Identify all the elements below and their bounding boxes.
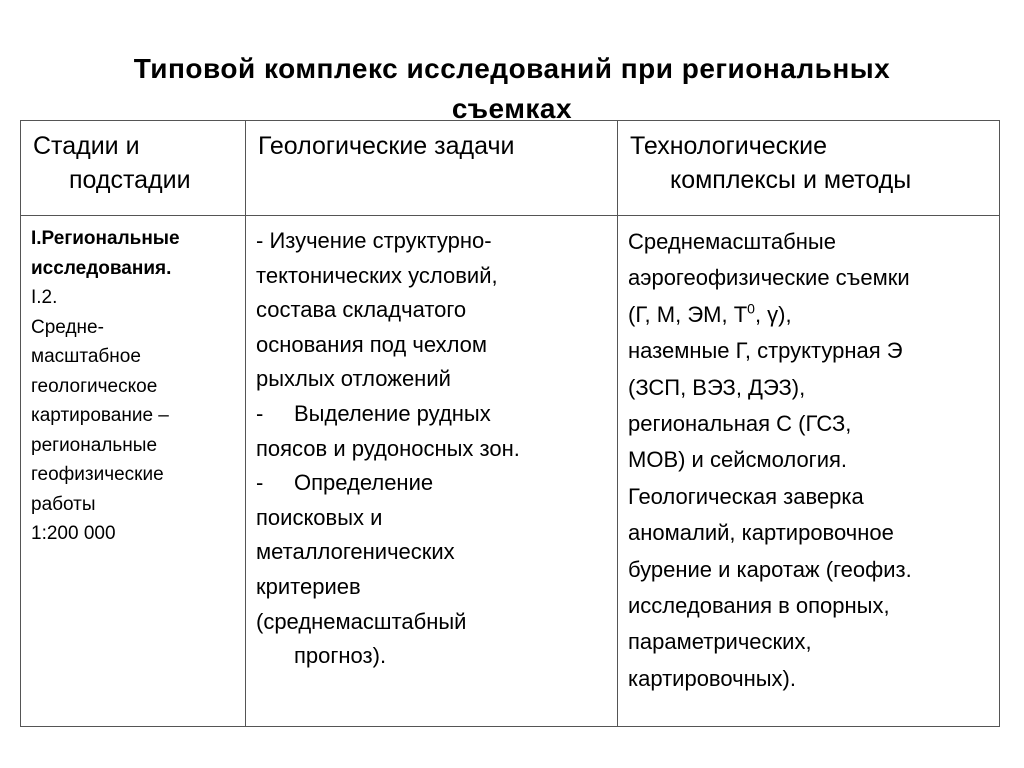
task-line: поисковых и bbox=[256, 504, 383, 530]
task-line: металлогенических bbox=[256, 539, 455, 565]
header-methods-line-2: комплексы и методы bbox=[670, 166, 912, 194]
task-line: состава складчатого bbox=[256, 297, 467, 323]
header-geological-tasks bbox=[246, 121, 618, 216]
task-item-2-line-2: поясов и рудоносных зон. bbox=[256, 435, 520, 461]
header-tasks-line-1: Геологические задачи bbox=[258, 132, 515, 160]
task-item-2-dash: - bbox=[256, 400, 264, 426]
method-line: МОВ) и сейсмология. bbox=[628, 447, 848, 473]
method-line: картировочных). bbox=[628, 665, 796, 691]
header-stages-line-1: Стадии и bbox=[33, 132, 140, 160]
task-line: (среднемасштабный bbox=[256, 608, 467, 634]
method-line: Среднемасштабные bbox=[628, 229, 836, 254]
method-line: бурение и каротаж (геофиз. bbox=[628, 556, 912, 582]
stage-cell bbox=[21, 216, 246, 727]
method-line: аэрогеофизические съемки bbox=[628, 265, 910, 291]
stage-line: геофизические bbox=[31, 464, 164, 485]
task-item-2-line-1: Выделение рудных bbox=[294, 400, 491, 426]
stage-line: картирование – bbox=[31, 405, 169, 426]
page-title-line-2: съемках bbox=[451, 92, 573, 124]
methods-cell bbox=[618, 216, 1000, 727]
task-item-3-last: прогноз). bbox=[294, 643, 387, 669]
task-item-3-line-1: Определение bbox=[294, 470, 434, 496]
task-line: рыхлых отложений bbox=[256, 366, 451, 392]
stage-line: геологическое bbox=[31, 375, 158, 397]
page-title-line-1: Типовой комплекс исследований при региональных bbox=[133, 52, 891, 84]
table-header-row bbox=[21, 121, 1000, 216]
method-line-3-pre: (Г, М, ЭМ, Т bbox=[628, 301, 748, 327]
stage-line: Средне- bbox=[31, 316, 104, 338]
header-stages-line-2: подстадии bbox=[69, 166, 191, 194]
task-item-2 bbox=[256, 397, 609, 432]
stage-line: масштабное bbox=[31, 346, 141, 367]
method-line: Геологическая заверка bbox=[628, 483, 864, 509]
method-line: (ЗСП, ВЭЗ, ДЭЗ), bbox=[628, 374, 806, 400]
task-item-3-dash: - bbox=[256, 470, 264, 496]
method-line: региональная С (ГСЗ, bbox=[628, 411, 852, 437]
tasks-cell bbox=[246, 216, 618, 727]
stage-line: региональные bbox=[31, 434, 158, 456]
method-line: исследования в опорных, bbox=[628, 593, 890, 619]
stage-title-line-2: исследования. bbox=[31, 257, 172, 279]
method-line-3-superscript: 0 bbox=[747, 300, 755, 317]
method-line-with-superscript bbox=[628, 297, 995, 333]
method-line: параметрических, bbox=[628, 629, 812, 655]
task-line: - Изучение структурно- bbox=[256, 228, 492, 253]
task-line: основания под чехлом bbox=[256, 331, 488, 357]
task-line: тектонических условий, bbox=[256, 262, 498, 288]
research-complex-table bbox=[20, 120, 1000, 727]
page-title bbox=[20, 49, 1004, 129]
header-methods-line-1: Технологические bbox=[630, 132, 827, 160]
task-line: критериев bbox=[256, 573, 361, 599]
stage-line: I.2. bbox=[31, 287, 58, 308]
stage-title-line-1: I.Региональные bbox=[31, 228, 180, 249]
stage-scale: 1:200 000 bbox=[31, 523, 116, 544]
method-line: наземные Г, структурная Э bbox=[628, 338, 903, 364]
task-item-3 bbox=[256, 466, 609, 501]
header-stages bbox=[21, 121, 246, 216]
table-row bbox=[21, 216, 1000, 727]
method-line-3-post: , γ), bbox=[754, 301, 792, 327]
header-technological-complexes bbox=[618, 121, 1000, 216]
method-line: аномалий, картировочное bbox=[628, 520, 894, 546]
stage-line: работы bbox=[31, 493, 96, 515]
